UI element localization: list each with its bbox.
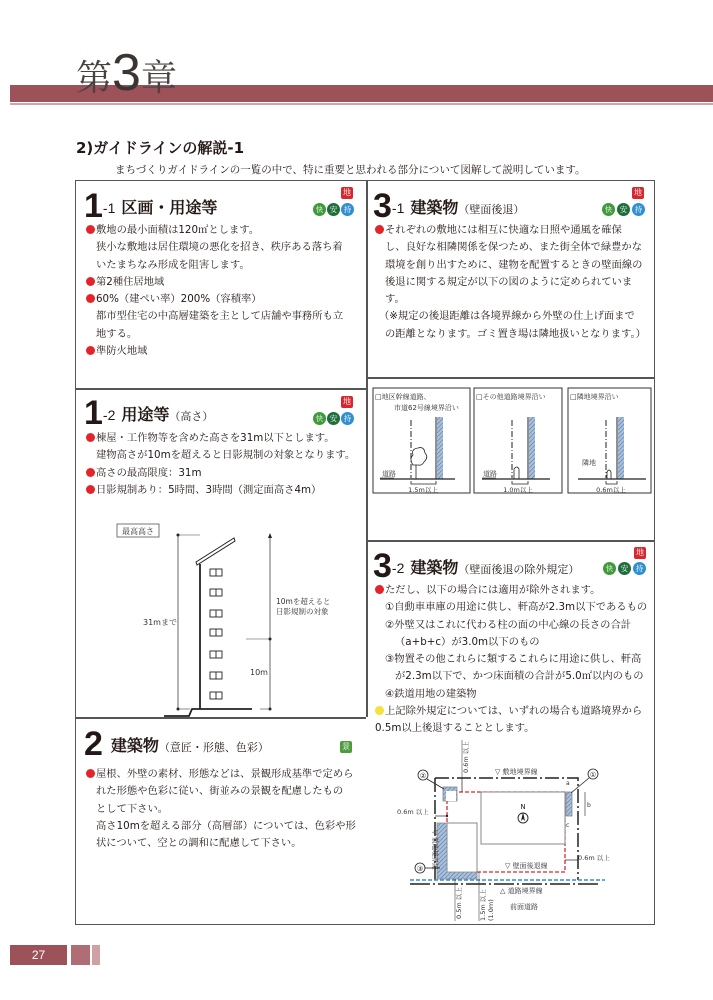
badge-kai: 快 — [602, 203, 615, 216]
wall-hatch — [529, 417, 535, 479]
panel-subnumber: -1 — [102, 200, 116, 216]
panel-title: 建築物 — [110, 736, 159, 755]
divider-3-1 — [366, 377, 655, 379]
body-line: 屋根、外壁の素材、形態などは、景観形成基準で定めら — [86, 766, 356, 783]
roof — [196, 538, 235, 565]
body-line: （a+b+c）が3.0m以下のもの — [395, 635, 540, 648]
setback-diagram-arterial — [373, 388, 470, 494]
dim-a: a — [566, 780, 570, 787]
badge-chi: 地 — [343, 188, 351, 197]
panel-3-2-heading — [373, 547, 579, 586]
svg-text:③: ③ — [416, 865, 424, 873]
chapter-suffix: 章 — [140, 58, 177, 99]
panel-subnumber: -1 — [391, 200, 405, 216]
body-line: の距離となります。ゴミ置き場は隣地扱いとなります。） — [385, 327, 646, 340]
body-line: 環境を創り出すために、建物を配置するときの壁面線の — [385, 258, 643, 271]
road-label: 道路 — [483, 470, 497, 478]
panel-title-paren: （意匠・形態、色彩） — [158, 741, 269, 754]
body-line: 後退に関する規定が以下の図のように定められていま — [385, 275, 633, 288]
side-boundary-label: ▽ 敷地境界線 — [431, 830, 439, 870]
site-plan-diagram — [380, 735, 625, 923]
badge-an: 安 — [327, 203, 340, 216]
body-line: それぞれの敷地には相互に快適な日照や通風を確保 — [375, 222, 646, 239]
panel-title: 用途等 — [121, 405, 170, 424]
body-line: （※規定の後退距離は各境界線から外壁の仕上げ面まで — [379, 310, 635, 323]
badge-ji: 持 — [341, 203, 354, 216]
height-diagram — [100, 515, 360, 725]
right-dist-label: 0.6m 以上 — [578, 854, 610, 862]
panel-title-paren: （壁面後退の除外規定） — [458, 563, 580, 576]
body-line: ただし、以下の場合には適用が除外されます。 — [375, 582, 647, 599]
body-line: 第2種住居地域 — [86, 274, 343, 291]
page-tab-decoration — [92, 945, 100, 965]
badge-chi: 地 — [636, 548, 644, 557]
body-line: が2.3m以下で、かつ床面積の合計が5.0㎡以内のもの — [395, 670, 644, 683]
chapter-prefix: 第 — [76, 58, 113, 99]
page-tab-decoration — [71, 945, 90, 965]
bullet-icon — [375, 706, 384, 715]
bullet-icon — [86, 485, 95, 494]
north-label: N — [520, 803, 526, 811]
neighbor-label: 隣地 — [582, 459, 596, 467]
panel-title-paren: （壁面後退） — [458, 203, 525, 216]
badge-an: 安 — [618, 562, 631, 575]
panel-2-body — [86, 766, 356, 852]
bullet-icon — [375, 225, 384, 234]
body-line: す。 — [385, 293, 405, 306]
body-line: し、良好な相隣関係を保つため、また街全体で緑豊かな — [385, 241, 643, 254]
panel-number: 1 — [84, 187, 103, 225]
bottom-dist1-label: 0.5m 以上 — [455, 887, 463, 919]
diagram-title-line2: 市道62号線境界沿い — [394, 404, 459, 412]
panel-3-1-body — [375, 222, 646, 343]
column-divider — [366, 180, 368, 717]
left-dist-label: 0.6m 以上 — [397, 808, 429, 816]
badge-ji: 持 — [633, 562, 646, 575]
garage-building — [447, 823, 477, 873]
body-line: 建物高さが10mを超えると日影規制の対象となります。 — [96, 449, 356, 462]
body-line: 0.5m以上後退することとします。 — [375, 722, 535, 735]
site-boundary-label: ▽ 敷地境界線 — [495, 768, 538, 776]
wall-setback-label: ▽ 壁面後退線 — [505, 862, 548, 870]
panel-number: 1 — [84, 394, 103, 432]
body-line: 60%（建ぺい率）200%（容積率） — [86, 291, 343, 308]
bullet-icon — [86, 277, 95, 286]
bullet-icon — [86, 433, 95, 442]
body-line: 敷地の最小面積は120㎡とします。 — [86, 222, 343, 239]
diagram-title-line1: □隣地境界沿い — [570, 393, 619, 401]
badge-kai: 快 — [603, 562, 616, 575]
body-line: 高さの最高限度：31m — [86, 465, 355, 482]
body-line: 準防火地域 — [86, 343, 343, 360]
body-line: れた形態や色彩に従い、街並みの景観を配慮したもの — [96, 785, 344, 798]
body-line: 棟屋・工作物等を含めた高さを31m以下とします。 — [86, 430, 355, 447]
fence-icon — [514, 467, 519, 479]
top-dist-label: 0.6m 以上 — [462, 741, 470, 773]
panel-1-2-heading — [84, 394, 213, 433]
badge-ji: 持 — [632, 203, 645, 216]
badge-kai: 快 — [313, 203, 326, 216]
panel-3-2-body — [375, 582, 647, 738]
body-line: 高さ10mを超える部分（高層部）については、色彩や形 — [96, 819, 356, 832]
fence-icon — [607, 470, 611, 479]
setback-diagrams — [370, 385, 660, 500]
diagram-title-line1: □地区幹線道路、 — [375, 393, 431, 401]
body-line: いたまちなみ形成を阻害します。 — [96, 258, 250, 271]
svg-text:②: ② — [419, 772, 427, 780]
badge-ji: 持 — [341, 412, 354, 425]
badge-kai: 快 — [313, 412, 326, 425]
badge-kei: 景 — [342, 742, 350, 751]
badge-an: 安 — [327, 412, 340, 425]
badge-chi: 地 — [343, 397, 351, 406]
wall-hatch — [437, 417, 443, 479]
chapter-title — [76, 44, 177, 104]
panel-1-1-heading — [84, 187, 217, 226]
body-line: として下さい。 — [96, 802, 169, 815]
dim-c: c — [566, 822, 570, 829]
bullet-icon — [86, 468, 95, 477]
body-line: ④鉄道用地の建築物 — [385, 687, 477, 700]
chapter-number: 3 — [112, 44, 141, 102]
body-line: ①自動車車庫の用途に供し、軒高が2.3m以下であるもの — [385, 601, 648, 614]
body-line: 状について、空との調和に配慮して下さい。 — [96, 837, 302, 850]
panel-title: 建築物 — [410, 198, 459, 217]
panel-number: 3 — [373, 547, 392, 585]
wall-segment-hatch — [566, 792, 572, 816]
bullet-icon — [375, 585, 384, 594]
distance-label: 1.0m以上 — [503, 486, 533, 494]
building-windows — [210, 569, 222, 699]
road-boundary-label: △ 道路境界線 — [500, 887, 543, 895]
section-title: 2)ガイドラインの解説-1 — [76, 139, 245, 157]
setback-diagram-other-road — [474, 388, 562, 494]
diagram-title-line1: □その他道路境界沿い — [476, 393, 546, 401]
page-number: 27 — [10, 945, 67, 965]
distance-label: 0.6m以上 — [596, 486, 626, 494]
body-line: 都市型住宅の中高層建築を主として店舗や事務所も立 — [96, 310, 344, 323]
body-line: 狭小な敷地は居住環境の悪化を招き、秩序ある落ち着 — [96, 241, 343, 254]
max-height-label: 最高高さ — [122, 527, 154, 536]
panel-number: 3 — [373, 187, 392, 225]
panel-number: 2 — [84, 725, 103, 763]
badge-an: 安 — [617, 203, 630, 216]
label-over10-line1: 10mを超えると — [276, 597, 331, 606]
bullet-icon — [86, 346, 95, 355]
badge-chi: 地 — [634, 188, 642, 197]
body-line: 地する。 — [96, 327, 138, 340]
front-road-label: 前面道路 — [510, 903, 538, 911]
svg-text:①: ① — [589, 771, 597, 779]
body-line: 日影規制あり：5時間、3時間（測定面高さ4m） — [86, 482, 355, 499]
wall-hatch — [618, 417, 624, 479]
panel-title: 区画・用途等 — [121, 198, 218, 217]
bullet-icon — [86, 225, 95, 234]
panel-3-1-heading — [373, 187, 524, 226]
body-line: ②外壁又はこれに代わる柱の面の中心線の長さの合計 — [385, 618, 632, 631]
label-31m: 31mまで — [143, 618, 177, 627]
label-10m: 10m — [250, 668, 268, 677]
setback-diagram-neighbor — [568, 388, 651, 494]
bottom-dist2b-label: (1.0m) — [487, 899, 495, 921]
bullet-icon — [86, 769, 95, 778]
panel-2-heading — [84, 725, 269, 764]
panel-title: 建築物 — [410, 558, 459, 577]
panel-subnumber: -2 — [391, 560, 405, 576]
panel-1-2-body — [86, 430, 355, 499]
panel-subnumber: -2 — [102, 407, 116, 423]
body-line: ③物置その他これらに類するこれらに用途に供し、軒高 — [385, 653, 642, 666]
section-intro: まちづくりガイドラインの一覧の中で、特に重要と思われる部分について図解して説明しています。 — [115, 164, 586, 176]
bottom-dist2-label: 1.5m 以上 — [479, 889, 487, 921]
panel-title-paren: （高さ） — [169, 410, 214, 423]
label-over10-line2: 日影規制の対象 — [276, 607, 329, 616]
divider-1-1 — [75, 388, 366, 390]
bullet-icon — [86, 294, 95, 303]
body-line: 上記除外規定については、いずれの場合も道路境界から — [375, 703, 647, 720]
divider-3-2 — [366, 540, 655, 542]
road-label: 道路 — [382, 470, 396, 478]
distance-label: 1.5m以上 — [408, 486, 438, 494]
dim-b: b — [587, 802, 591, 809]
panel-1-1-body — [86, 222, 343, 360]
